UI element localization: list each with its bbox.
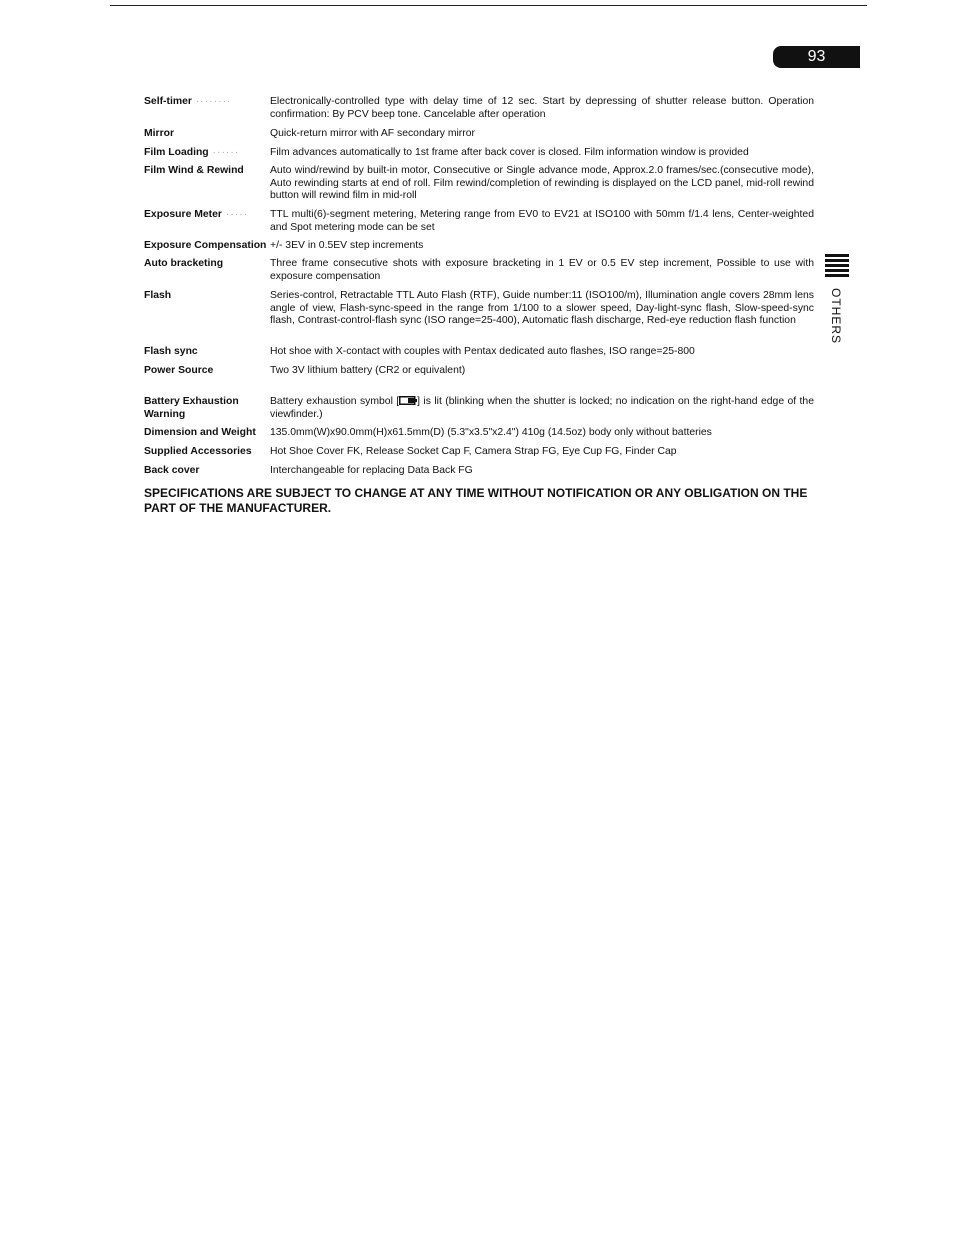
spec-label: Supplied Accessories [144, 446, 252, 457]
spec-label: Exposure Meter [144, 209, 222, 220]
spec-label: Exposure Compensation [144, 240, 267, 251]
spec-value: Hot shoe with X-contact with couples with Pentax dedicated auto flashes, ISO range=25-800 [270, 346, 695, 357]
spec-value: Interchangeable for replacing Data Back FG [270, 465, 473, 476]
dot-leader: ······ [208, 147, 240, 158]
spec-value: Series-control, Retractable TTL Auto Flash (RTF), Guide number:11 (ISO100/m), Illumination angle covers 28mm lens angle of view, Flash-sync-speed in the range from 1/100 to a slower speed, Day-light-sync flash, Slow-speed-sync flash, Contrast-control-flash sync (ISO range=25-400), Automatic flash discharge, Red-eye reduction flash function [270, 290, 814, 327]
spec-label: Back cover [144, 465, 200, 476]
top-rule [110, 5, 867, 6]
spec-label: Film Loading [144, 147, 209, 158]
spec-label: Mirror [144, 128, 175, 139]
spec-label: Self-timer [144, 96, 192, 107]
spec-value: Three frame consecutive shots with exposure bracketing in 1 EV or 0.5 EV step increment, Possible to use with exposure compensation [270, 258, 814, 282]
spec-value: TTL multi(6)-segment metering, Metering range from EV0 to EV21 at ISO100 with 50mm f/1.4 lens, Center-weighted and Spot metering mode can be set [270, 209, 814, 233]
dot-leader: ········ [191, 96, 232, 107]
spec-value: 135.0mm(W)x90.0mm(H)x61.5mm(D) (5.3"x3.5"x2.4") 410g (14.5oz) body only without batteries [270, 427, 712, 438]
section-label: OTHERS [829, 288, 843, 345]
spec-label: Battery Exhaustion Warning [144, 396, 239, 420]
spec-value-after: ] is lit (blinking when the shutter is locked; no indication on the right-hand edge of the viewfinder.) [270, 396, 814, 420]
spec-value: Auto wind/rewind by built-in motor, Consecutive or Single advance mode, Approx.2.0 frames/sec.(consecutive mode), Auto rewinding starts at end of roll. Film rewind/completion of rewinding is displayed on the LCD panel, mid-roll rewind button will rewind film in mid-roll [270, 165, 814, 202]
spec-value: Electronically-controlled type with delay time of 12 sec. Start by depressing of shutter release button. Operation confirmation: By PCV beep tone. Cancelable after operation [270, 96, 814, 120]
spec-value: Film advances automatically to 1st frame after back cover is closed. Film information window is provided [270, 147, 749, 158]
spec-label: Power Source [144, 365, 214, 376]
spec-value: Quick-return mirror with AF secondary mirror [270, 128, 475, 139]
spec-label: Film Wind & Rewind [144, 165, 244, 176]
spec-label: Flash sync [144, 346, 198, 357]
spec-value: +/- 3EV in 0.5EV step increments [270, 240, 424, 251]
spec-value [270, 396, 814, 421]
battery-icon [399, 396, 417, 405]
spec-label: Flash [144, 290, 172, 301]
spec-value: Two 3V lithium battery (CR2 or equivalent) [270, 365, 466, 376]
spec-label: Dimension and Weight [144, 427, 256, 438]
dot-leader: ····· [221, 209, 249, 220]
spec-label: Auto bracketing [144, 258, 224, 269]
section-tab [825, 254, 851, 345]
spec-value-before: Battery exhaustion symbol [ [270, 396, 400, 407]
section-tab-bars [825, 254, 849, 277]
disclaimer: SPECIFICATIONS ARE SUBJECT TO CHANGE AT ANY TIME WITHOUT NOTIFICATION OR ANY OBLIGATION ON THE PART OF THE MANUFACTURER. [144, 486, 808, 515]
spec-value: Hot Shoe Cover FK, Release Socket Cap F, Camera Strap FG, Eye Cup FG, Finder Cap [270, 446, 677, 457]
page-number: 93 [773, 46, 860, 68]
